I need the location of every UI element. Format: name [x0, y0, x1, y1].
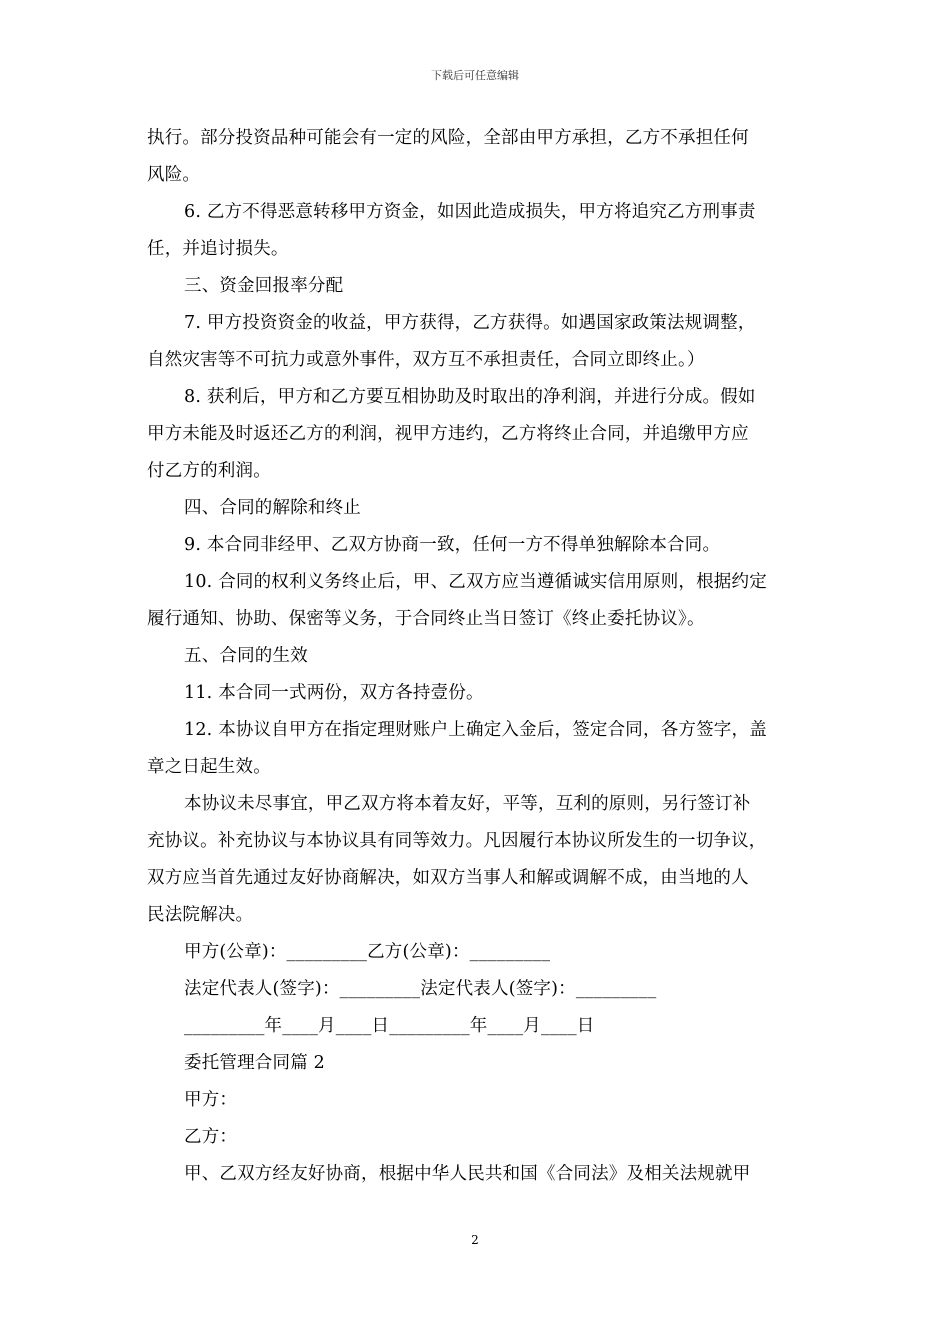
body-line: 甲、乙双方经友好协商，根据中华人民共和国《合同法》及相关法规就甲 [184, 1164, 751, 1184]
body-line: 8. 获利后，甲方和乙方要互相协助及时取出的净利润，并进行分成。假如 [184, 387, 756, 407]
party-a-label: 甲方： [184, 1090, 238, 1110]
body-line: 民法院解决。 [147, 905, 254, 925]
body-line: 双方应当首先通过友好协商解决，如双方当事人和解或调解不成，由当地的人 [147, 868, 749, 888]
body-line: 6. 乙方不得恶意转移甲方资金，如因此造成损失，甲方将追究乙方刑事责 [184, 202, 756, 222]
body-line: 充协议。补充协议与本协议具有同等效力。凡因履行本协议所发生的一切争议， [147, 831, 767, 851]
body-line: 风险。 [147, 165, 201, 185]
section-heading: 五、合同的生效 [184, 646, 308, 666]
signature-line: 法定代表人(签字)：_________法定代表人(签字)：_________ [184, 979, 657, 999]
date-line: _________年____月____日_________年____月____日 [184, 1016, 595, 1036]
section-heading: 三、资金回报率分配 [184, 276, 344, 296]
body-line: 10. 合同的权利义务终止后，甲、乙双方应当遵循诚实信用原则，根据约定 [184, 572, 767, 592]
body-line: 执行。部分投资品种可能会有一定的风险，全部由甲方承担，乙方不承担任何 [147, 128, 749, 148]
section-heading: 四、合同的解除和终止 [184, 498, 361, 518]
body-line: 自然灾害等不可抗力或意外事件，双方互不承担责任，合同立即终止。） [147, 350, 705, 370]
body-line: 付乙方的利润。 [147, 461, 271, 481]
body-line: 12. 本协议自甲方在指定理财账户上确定入金后，签定合同，各方签字，盖 [184, 720, 767, 740]
body-line: 章之日起生效。 [147, 757, 271, 777]
body-line: 甲方未能及时返还乙方的利润，视甲方违约，乙方将终止合同，并追缴甲方应 [147, 424, 749, 444]
party-b-label: 乙方： [184, 1127, 238, 1147]
body-line: 任，并追讨损失。 [147, 239, 289, 259]
body-line: 7. 甲方投资资金的收益，甲方获得，乙方获得。如遇国家政策法规调整， [184, 313, 756, 333]
body-line: 9. 本合同非经甲、乙双方协商一致，任何一方不得单独解除本合同。 [184, 535, 721, 555]
section-title: 委托管理合同篇 2 [184, 1053, 325, 1073]
signature-line: 甲方(公章)：_________乙方(公章)：_________ [184, 942, 551, 962]
page-number: 2 [471, 1233, 479, 1247]
page-header: 下载后可任意编辑 [431, 69, 519, 82]
body-line: 履行通知、协助、保密等义务，于合同终止当日签订《终止委托协议》。 [147, 609, 705, 629]
body-line: 本协议未尽事宜，甲乙双方将本着友好，平等，互利的原则，另行签订补 [184, 794, 751, 814]
body-line: 11. 本合同一式两份，双方各持壹份。 [184, 683, 484, 703]
